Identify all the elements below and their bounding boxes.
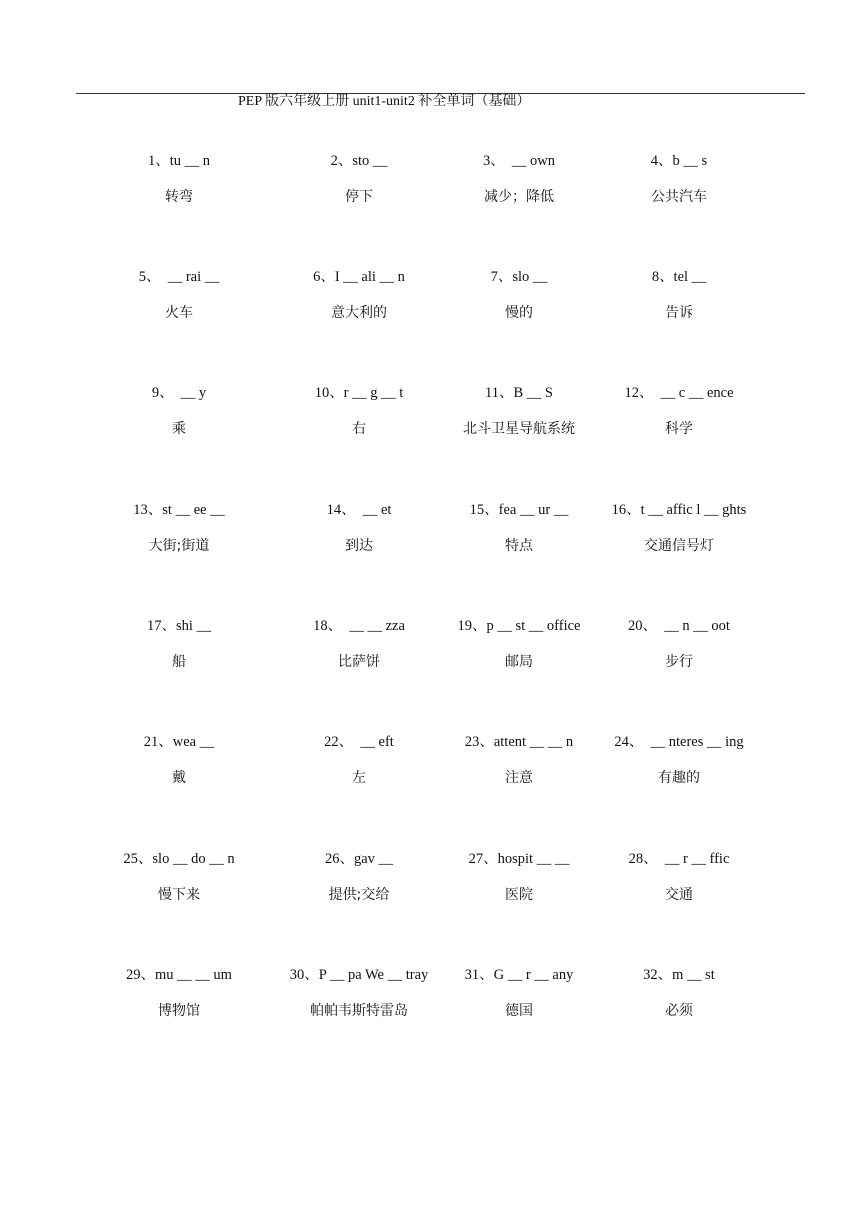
- word-item: [429, 616, 609, 696]
- word-meaning: 博物馆: [158, 1003, 200, 1019]
- word-meaning: 德国: [505, 1003, 533, 1019]
- word-blank-prompt: 18、 __ __ zza: [313, 618, 405, 634]
- word-item: [589, 267, 769, 347]
- word-item: [89, 849, 269, 929]
- page-title: PEP 版六年级上册 unit1-unit2 补全单词（基础）: [238, 94, 531, 109]
- word-item: [429, 383, 609, 463]
- word-item: [429, 500, 609, 580]
- word-meaning: 减少；降低: [484, 189, 554, 205]
- word-meaning: 慢的: [505, 305, 533, 321]
- word-meaning: 医院: [505, 887, 533, 903]
- word-blank-prompt: 20、 __ n __ oot: [628, 618, 730, 634]
- word-blank-prompt: 21、wea __: [143, 734, 215, 750]
- word-blank-prompt: 6、I __ ali __ n: [313, 269, 405, 285]
- word-meaning: 特点: [505, 538, 533, 554]
- word-item: [269, 267, 449, 347]
- word-meaning: 左: [352, 770, 366, 786]
- word-meaning: 船: [172, 654, 186, 670]
- word-blank-prompt: 7、slo __: [490, 269, 548, 285]
- word-meaning: 大街;街道: [148, 538, 210, 554]
- word-meaning: 乘: [172, 421, 186, 437]
- word-blank-prompt: 14、 __ et: [326, 502, 392, 518]
- word-item: [429, 849, 609, 929]
- word-item: [89, 267, 269, 347]
- word-blank-prompt: 22、 __ eft: [324, 734, 394, 750]
- word-blank-prompt: 17、shi __: [146, 618, 212, 634]
- word-blank-prompt: 16、t __ affic l __ ghts: [611, 502, 747, 518]
- word-blank-prompt: 30、P __ pa We __ tray: [289, 967, 429, 983]
- word-blank-prompt: 32、m __ st: [643, 967, 715, 983]
- word-meaning: 有趣的: [658, 770, 700, 786]
- word-blank-prompt: 5、 __ rai __: [138, 269, 220, 285]
- word-blank-prompt: 29、mu __ __ um: [126, 967, 232, 983]
- word-item: [89, 732, 269, 812]
- word-meaning: 火车: [165, 305, 193, 321]
- word-item: [89, 616, 269, 696]
- word-meaning: 告诉: [665, 305, 693, 321]
- word-blank-prompt: 9、 __ y: [151, 385, 207, 401]
- word-blank-prompt: 13、st __ ee __: [133, 502, 225, 518]
- word-blank-prompt: 8、tel __: [651, 269, 707, 285]
- word-meaning: 科学: [665, 421, 693, 437]
- word-item: [589, 965, 769, 1045]
- word-item: [429, 267, 609, 347]
- word-item: [269, 849, 449, 929]
- word-item: [589, 732, 769, 812]
- word-meaning: 戴: [172, 770, 186, 786]
- word-item: [429, 732, 609, 812]
- word-meaning: 转弯: [165, 189, 193, 205]
- word-meaning: 右: [352, 421, 366, 437]
- word-blank-prompt: 25、slo __ do __ n: [123, 851, 235, 867]
- word-item: [589, 151, 769, 231]
- word-item: [89, 500, 269, 580]
- word-blank-prompt: 23、attent __ __ n: [464, 734, 574, 750]
- word-meaning: 邮局: [505, 654, 533, 670]
- word-blank-prompt: 2、sto __: [330, 153, 388, 169]
- word-blank-prompt: 28、 __ r __ ffic: [628, 851, 730, 867]
- word-blank-prompt: 10、r __ g __ t: [314, 385, 404, 401]
- word-item: [89, 383, 269, 463]
- word-blank-prompt: 11、B __ S: [485, 385, 553, 401]
- word-item: [589, 383, 769, 463]
- word-blank-prompt: 15、fea __ ur __: [469, 502, 569, 518]
- word-item: [269, 500, 449, 580]
- word-item: [269, 732, 449, 812]
- word-item: [269, 151, 449, 231]
- word-meaning: 意大利的: [331, 305, 387, 321]
- word-meaning: 帕帕韦斯特雷岛: [310, 1003, 408, 1019]
- word-item: [589, 500, 769, 580]
- word-meaning: 注意: [505, 770, 533, 786]
- word-blank-prompt: 3、 __ own: [482, 153, 556, 169]
- word-blank-prompt: 19、p __ st __ office: [457, 618, 581, 634]
- word-meaning: 慢下来: [158, 887, 200, 903]
- word-item: [269, 383, 449, 463]
- word-blank-prompt: 12、 __ c __ ence: [624, 385, 734, 401]
- word-item: [89, 151, 269, 231]
- word-meaning: 北斗卫星导航系统: [463, 421, 575, 437]
- word-item: [269, 616, 449, 696]
- word-meaning: 交通信号灯: [644, 538, 714, 554]
- word-blank-prompt: 31、G __ r __ any: [464, 967, 574, 983]
- word-blank-prompt: 24、 __ nteres __ ing: [614, 734, 744, 750]
- word-item: [589, 849, 769, 929]
- word-meaning: 交通: [665, 887, 693, 903]
- word-blank-prompt: 27、hospit __ __: [468, 851, 570, 867]
- word-item: [89, 965, 269, 1045]
- word-item: [589, 616, 769, 696]
- word-meaning: 必须: [665, 1003, 693, 1019]
- word-item: [269, 965, 449, 1045]
- word-meaning: 公共汽车: [651, 189, 707, 205]
- word-meaning: 提供;交给: [328, 887, 390, 903]
- word-item: [429, 151, 609, 231]
- word-meaning: 比萨饼: [338, 654, 380, 670]
- word-meaning: 步行: [665, 654, 693, 670]
- word-meaning: 到达: [345, 538, 373, 554]
- word-blank-prompt: 1、tu __ n: [147, 153, 211, 169]
- word-meaning: 停下: [345, 189, 373, 205]
- word-blank-prompt: 4、b __ s: [650, 153, 708, 169]
- word-blank-prompt: 26、gav __: [324, 851, 394, 867]
- word-item: [429, 965, 609, 1045]
